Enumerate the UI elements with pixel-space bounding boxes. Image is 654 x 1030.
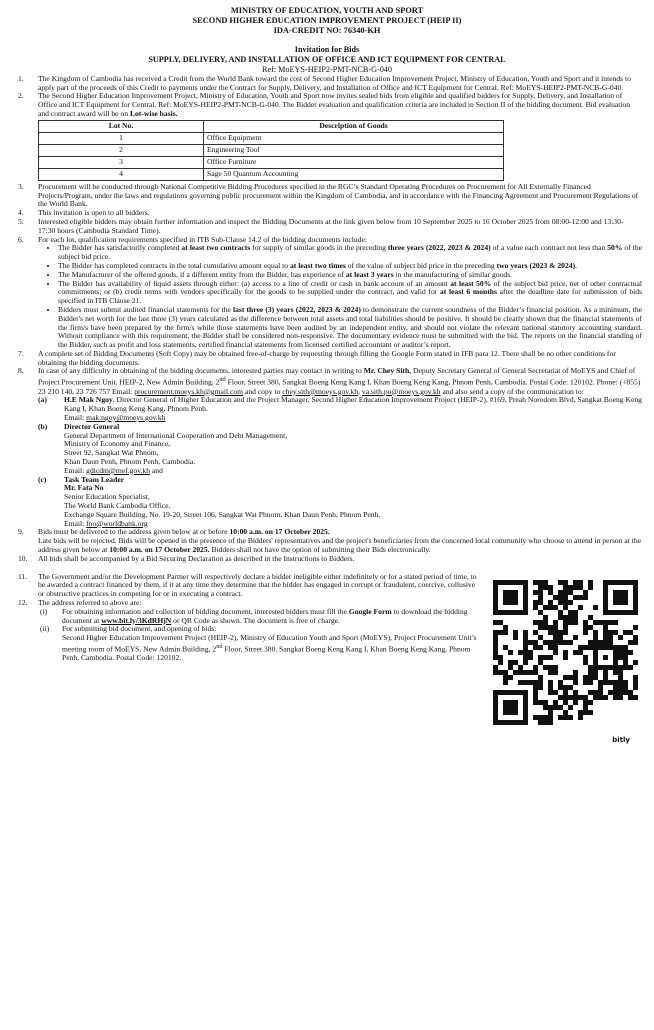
paragraph-6 (12, 236, 642, 245)
paragraph-number: 10. (18, 553, 28, 563)
paragraph-number: 9. (18, 527, 24, 537)
paragraph-7 (12, 350, 642, 368)
paragraph-text: A complete set of Bidding Documents (Soft Copy) may be obtained free-of-charge by requesting through filling the Google Form stated in IFB para 12. There shall be no other conditions for obtaining the bidding documents. (38, 348, 616, 367)
paragraph-text: This invitation is open to all bidders. (38, 208, 150, 218)
paragraph-number: 11. (18, 571, 28, 581)
col-description: Description of Goods (204, 120, 504, 132)
address-ii: (ii) For submitting bid document, and opening of bids: Second Higher Education Improvement Project (HEIP-2), Ministry of Education Youth and Sport (MoEYS), Project Procurement Unit’s meeting room of MoEYS, New Admin Building, 2nd Floor, Street 380, Sangkat Boeng Keng Kang I, Khan Boeng Keng Kang, Phnom Penh, Cambodia. Postal Code: 120102. (40, 624, 477, 663)
table-header-row (39, 120, 504, 132)
paragraph-10 (12, 555, 642, 564)
paragraph-1 (12, 75, 642, 93)
email-link[interactable]: fno@worldbank.org (86, 518, 148, 528)
list-item: • The Manufacturer of the offered goods, if a different entity from the Bidder, has experience of at least 3 years in the manufacturing of similar goods. (58, 271, 642, 280)
paragraph-text: For each lot, qualification requirements specified in ITB Sub-Clause 14.2 of the bidding documents include: (38, 234, 367, 244)
list-item: • Bidders must submit audited financial statements for the last three (3) years (2022, 2023 & 2024) to demonstrate the current soundness of the Bidder’s financial position. As a minimum, the Bidder's net worth for the last three (3) years calculated as the difference between total assets and total liabilities should be positive. It should be clearly shown that the financial statements of the firm/s have been prepared by the firm/s while those statements have been audited by an independent entity, and should not violate the relevant national statutory accounting standard. Without compliance with this requirement, the Bidder shall be considered non-responsive. The documentary evidence must be submitted with the bid. The reports on the financial standing of the Bidder, such as profit and loss statements, certified financial statements from licensed certified accountant or auditor’s report. (58, 306, 642, 350)
invitation-heading (12, 45, 642, 75)
paragraph-11 (12, 573, 482, 599)
invitation-subject: SUPPLY, DELIVERY, AND INSTALLATION OF OFFICE AND ICT EQUIPMENT FOR CENTRAL (148, 55, 506, 65)
qr-code-icon (492, 579, 640, 739)
contact-name: Mr. Chey Sith, (363, 366, 412, 376)
paragraph-text: The Government and/or the Development Partner will respectively declare a bidder ineligible either indefinitely or for a stated period of time, to be awarded a contract financed by them, if it at any time they determine that the bidder has engaged in corrupt or fraudulent, coercive, collusive or obstructive practices in competing for or in executing a contract. (38, 571, 477, 599)
paragraph-number: 5. (18, 216, 24, 226)
bottom-section (12, 571, 642, 745)
qr-code[interactable] (492, 579, 640, 749)
table-row (39, 132, 504, 144)
email-link[interactable]: gdicdm@mef.gov.kh (86, 465, 151, 475)
paragraph-3 (12, 183, 642, 209)
paragraph-5 (12, 218, 642, 236)
paragraph-8: 8. In case of any difficulty in obtaining of the bidding documents, interested parties may contact in writing to Mr. Chey Sith, Deputy Secretary General of General Secretariat of MoEYS and Chief of Project Procurement Unit, HEIP-2, New Admin Building, 2nd Floor, Street 380, Sangkat Boeng Keng Kang I, Khan Boeng Keng Kang, Phnom Penh, Cambodia. Postal Code: 120102. Phone: (+855) 23 210 140, 23 726 757 Email: procurement.moeys.kh@gmail.com and copy to chey.sith@moeys.gov.kh, va.sith.pu@moeys.gov.kh and also send a copy of the communication to: (18, 366, 641, 396)
table-row (39, 156, 504, 168)
lot-description: Office Equipment (204, 132, 504, 144)
lot-description: Engineering Tool (204, 144, 504, 156)
list-item: • The Bidder has availability of liquid assets through either: (a) access to a line of credit or cash in bank account of an amount at least 50% of the subject bid price, net of other contractual commitments; or (b) credit terms with vendors specifically for the goods to be supplied under the contract, and valid for at least 6 months after the deadline date for submission of bids specified in ITB Clause 21. (58, 280, 642, 306)
contact-a: (a) H.E Mak Ngoy, Director General of Higher Education and the Project Manager, Second Higher Education Improvement Project (HEIP-2), #169, Preah Norodom Blvd, Sangkat Boeng Keng Kang I, Khan Boeng Keng Kang, Phnom Penh. Email: mak.ngoy@moeys.gov.kh (38, 395, 642, 422)
award-basis: Lot-wise basis. (129, 108, 178, 118)
paragraph-9: 9. Bids must be delivered to the address given below at or before 10:00 a.m. on 17 October 2025. Late bids will be rejected. Bids will be opened in the presence of the Bidders' representatives and the project's beneficiaries from the concerned local community who choose to attend in person at the address given below at 10:00 a.m. on 17 October 2025. Bidders shall not have the option of submitting their Bids electronically. (18, 527, 642, 554)
paragraph-number: 1. (18, 73, 24, 83)
lot-number: 3 (39, 156, 204, 168)
paragraph-2 (12, 92, 642, 118)
lots-table (38, 120, 504, 181)
bitly-logo: bitly (612, 736, 630, 745)
paragraph-text: The address referred to above are: (38, 597, 142, 607)
table-row (39, 168, 504, 180)
lot-number: 2 (39, 144, 204, 156)
lot-description: Sage 50 Quantum Accounting (204, 168, 504, 180)
contact-b: (b) Director General General Department of International Cooperation and Debt Management, Ministry of Economy and Finance, Street 92, Sangkat Wat Phnom, Khan Daun Penh, Phnom Penh, Cambodia. Email: gdicdm@mef.gov.kh and (38, 421, 288, 475)
col-lot-no: Lot No. (39, 120, 204, 132)
list-item: • The Bidder has satisfactorily completed at least two contracts for supply of similar goods in the preceding three years (2022, 2023 & 2024) of a value each contract not less than 50% of the subject bid price. (58, 244, 642, 262)
paragraph-number: 4. (18, 208, 24, 218)
lot-number: 4 (39, 168, 204, 180)
lot-number: 1 (39, 132, 204, 144)
contact-c: (c) Task Team Leader Mr. Fata No Senior Education Specialist, The World Bank Cambodia Office. Exchange Square Building, No. 19-20, Street 106, Sangkat Wat Phnom, Khan Daun Penh, Phnom Penh. Email: fno@worldbank.org (38, 474, 381, 528)
ministry-name: MINISTRY OF EDUCATION, YOUTH AND SPORT (230, 6, 424, 15)
paragraph-number: 2. (18, 91, 24, 101)
address-i: (i) For obtaining information and collection of bidding document, interested bidders must fill the Google Form to download the bidding document at www.bit.ly/3KdRHjN or QR Code as shown. The document is free of charge. (40, 606, 468, 625)
paragraph-number: 3. (18, 181, 24, 191)
email-link[interactable]: mak.ngoy@moeys.gov.kh (86, 413, 166, 422)
paragraph-number: 7. (18, 348, 24, 358)
invitation-title: Invitation for Bids (294, 45, 360, 55)
project-name: SECOND HIGHER EDUCATION IMPROVEMENT PROJECT (HEIP II) (192, 16, 462, 26)
paragraph-text: Interested eligible bidders may obtain further information and inspect the Bidding Documents at the link given below from 10 September 2025 to 16 October 2025 from 08:00-12:00 and 13:30- 17:30 hours (Cambodia Standard Time). (38, 216, 624, 235)
paragraph-text: The Second Higher Education Improvement Project, Ministry of Education, Youth and Sport now invites sealed bids from eligible and qualified bidders for Supply, Delivery, and Installation of Office and ICT Equipment for Central. Ref: MoEYS-HEIP2-PMT-NCB-G-040. The Bidder evaluation and qualification criteria are included in Section II of the bidding document. Bid evaluation and contract award will be on (38, 91, 631, 118)
paragraph-number: 6. (18, 234, 24, 244)
google-form-link[interactable]: www.bit.ly/3KdRHjN (101, 615, 172, 625)
paragraph-text: Procurement will be conducted through National Competitive Bidding Procedures specified in the RGC’s Standard Operating Procedures on Procurement for All Externally Financed Projects/Program, under the laws and regulations governing public procurement within the Kingdom of Cambodia, and in accordance with the Financing Agreement and Procurement Regulations of the World Bank. (38, 181, 639, 209)
qualification-criteria-list (12, 244, 642, 350)
paragraph-text: The Kingdom of Cambodia has received a Credit from the World Bank toward the cost of Second Higher Education Improvement Project, Ministry of Education, Youth and Sport and it intends to apply part of the proceeds of this Credit to payments under the Contract for Supply, Delivery, and Installation of Office and ICT Equipment for Central. Ref: MoEYS-HEIP2-PMT-NCB-G-040. (38, 73, 631, 92)
paragraph-text: All bids shall be accompanied by a Bid Securing Declaration as described in the Instructions to Bidders. (38, 553, 355, 563)
table-row (39, 144, 504, 156)
invitation-ref: Ref: MoEYS-HEIP2-PMT-NCB-G-040 (261, 64, 392, 74)
lot-description: Office Furniture (204, 156, 504, 168)
email-link[interactable]: chey.sith@moeys.gov.kh (282, 386, 359, 396)
email-link[interactable]: va.sith.pu@moeys.gov.kh (361, 386, 441, 396)
credit-number: IDA-CREDIT NO: 76340-KH (273, 26, 381, 36)
paragraph-number: 8. (18, 366, 24, 376)
document-header (12, 6, 642, 36)
list-item: • The Bidder has completed contracts in the total cumulative amount equal to at least two times of the value of subject bid price in the preceding two years (2023 & 2024). (58, 262, 642, 271)
paragraph-number: 12. (18, 597, 28, 607)
email-link[interactable]: procurement.moeys.kh@gmail.com (134, 386, 244, 396)
